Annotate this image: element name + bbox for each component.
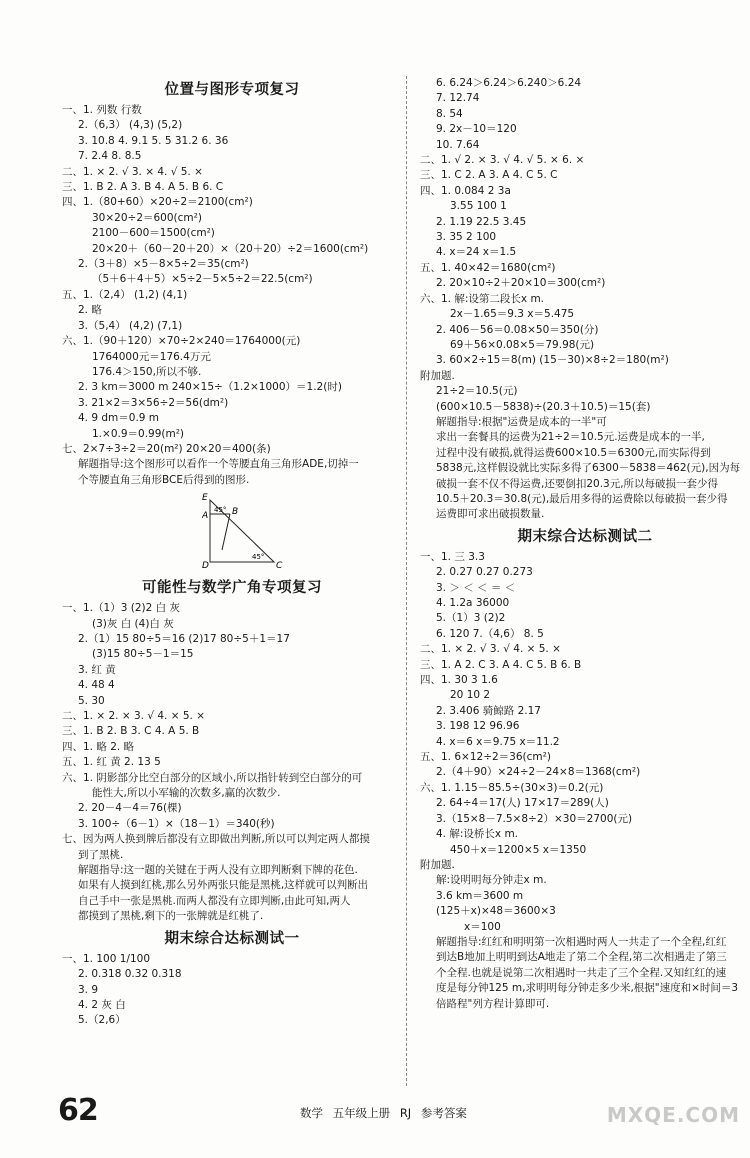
- section-heading: 位置与图形专项复习: [164, 82, 300, 98]
- answer-line: 二、1. × 2. √ 3. × 4. √ 5. ×: [62, 165, 203, 178]
- answer-line: 3. 100÷（6－1）×（18－1）＝340(秒): [78, 817, 275, 830]
- answer-line: 一、1.（1）3 (2)2 白 灰: [62, 602, 180, 615]
- answer-line: 2.（4＋90）×24÷2－24×8＝1368(cm²): [436, 766, 641, 779]
- answer-line: 10. 7.64: [436, 138, 480, 151]
- angle-label-bottom: 45°: [252, 553, 265, 562]
- answer-line: 4. x＝6 x＝9.75 x＝11.2: [436, 735, 560, 748]
- answer-line: 能性大,所以小军输的次数多,赢的次数少.: [92, 787, 281, 800]
- page-footer: [0, 1093, 750, 1133]
- answer-line: 2. 3.406 骑鲸路 2.17: [436, 704, 541, 717]
- answer-line: 3. 红 黄: [78, 663, 116, 676]
- answer-line: 2x－1.65＝9.3 x＝5.475: [450, 308, 575, 321]
- page-number: 62: [58, 1093, 98, 1128]
- answer-line: 七、因为两人换到牌后都没有立即做出判断,所以可以判定两人都摸: [62, 833, 370, 846]
- answer-line: 自己手中一张是黑桃.而两人都没有立即判断,由此可知,两人: [78, 894, 351, 907]
- answer-line: 6. 6.24＞6.24＞6.240＞6.24: [436, 77, 582, 89]
- answer-line: 三、1. C 2. A 3. A 4. C 5. C: [420, 169, 558, 182]
- label-c: C: [276, 561, 283, 571]
- answer-line: 2.（3＋8）×5－8×5÷2＝35(cm²): [78, 258, 249, 271]
- footer-grade: 五年级上册: [332, 1106, 391, 1120]
- answer-line: 2.（6,3） (4,3) (5,2): [78, 119, 183, 132]
- answer-line: 附加题.: [420, 858, 455, 871]
- answer-line: 10.5＋20.3＝30.8(元),最后用多得的运费除以每破损一套少得: [436, 492, 728, 505]
- answer-line: 4. x＝24 x＝1.5: [436, 246, 517, 259]
- answer-line: 1764000元＝176.4万元: [92, 350, 211, 363]
- label-e: E: [202, 493, 208, 504]
- answer-line: 8. 54: [436, 107, 463, 120]
- answer-line: 2. 20×10÷2＋20×10＝300(cm²): [436, 277, 606, 290]
- answer-line: 六、1. 1.15－85.5÷(30×3)＝0.2(元): [420, 781, 604, 794]
- answer-line: 解题指导:红红和明明第一次相遇时两人一共走了一个全程,红红: [436, 935, 727, 948]
- answer-line: 3. 60×2÷15＝8(m) (15－30)×8÷2＝180(m²): [436, 354, 669, 367]
- answer-line: 过程中没有破损,就得运费600×10.5＝6300元,而实际得到: [436, 446, 711, 459]
- answer-line: 五、1.（2,4） (1,2) (4,1): [62, 288, 188, 301]
- answer-line: 3. 35 2 100: [436, 231, 497, 244]
- left-column: [62, 76, 402, 1029]
- answer-line: 5.（1）3 (2)2: [436, 612, 506, 625]
- footer-edition: RJ: [399, 1106, 412, 1120]
- answer-line: 6. 120 7.（4,6） 8. 5: [436, 627, 544, 640]
- answer-line: 求出一套餐具的运费为21÷2＝10.5元.运费是成本的一半,: [436, 431, 705, 444]
- answer-line: (3)15 80÷5－1＝15: [92, 648, 194, 661]
- answer-line: 2. 3 km＝3000 m 240×15÷（1.2×1000）＝1.2(时): [78, 381, 342, 394]
- answer-line: 2. 406－56＝0.08×50＝350(分): [436, 323, 599, 336]
- answer-line: 2. 64÷4＝17(人) 17×17＝289(人): [436, 797, 609, 810]
- answer-line: 3. 198 12 96.96: [436, 720, 520, 733]
- answer-line: 2.（1）15 80÷5＝16 (2)17 80÷5＋1＝17: [78, 632, 290, 645]
- answer-line: 2. 20－4－4＝76(棵): [78, 802, 182, 815]
- answer-line: 四、1. 30 3 1.6: [420, 674, 498, 687]
- answer-line: 20×20＋（60－20＋20）×（20＋20）÷2＝1600(cm²): [92, 242, 369, 255]
- answer-line: 四、1.（80+60）×20÷2＝2100(cm²): [62, 196, 253, 209]
- answer-line: 四、1. 略 2. 略: [62, 740, 135, 753]
- triangle-figure: [202, 492, 292, 570]
- answer-line: 五、1. 40×42＝1680(cm²): [420, 261, 556, 274]
- label-a: A: [202, 511, 209, 522]
- answer-line: 到了黑桃.: [78, 848, 124, 861]
- answer-line: 3.6 km＝3600 m: [436, 889, 524, 902]
- answer-line: 都摸到了黑桃,剩下的一张牌就是红桃了.: [78, 910, 264, 923]
- answer-line: 7. 12.74: [436, 92, 480, 105]
- answer-line: 4. 48 4: [78, 679, 115, 692]
- answer-line: 2. 0.318 0.32 0.318: [78, 968, 182, 981]
- answer-line: 五、1. 6×12÷2＝36(cm²): [420, 751, 551, 764]
- section-heading: 期末综合达标测试二: [517, 528, 653, 545]
- answer-line: 176.4＞150,所以不够.: [92, 365, 202, 378]
- answer-line: 六、1. 阴影部分比空白部分的区域小,所以指针转到空白部分的可: [62, 771, 363, 784]
- answer-line: 倍路程"列方程计算即可.: [436, 997, 550, 1010]
- column-divider: [406, 76, 408, 1086]
- footer-label: 参考答案: [420, 1106, 467, 1120]
- watermark: MXQE.COM: [606, 1103, 740, 1127]
- answer-line: 解题指导:根据"运费是成本的一半"可: [436, 415, 607, 428]
- answer-line: 69＋56×0.08×5＝79.98(元): [450, 338, 595, 351]
- footer-title: [300, 1105, 467, 1121]
- answer-line: 5.（2,6）: [78, 1014, 126, 1027]
- answer-line: 个全程.也就是说第二次相遇时一共走了三个全程.又知红红的速: [436, 966, 727, 979]
- answer-line: 3.（5,4） (4,2) (7,1): [78, 319, 183, 332]
- answer-line: x＝100: [464, 920, 501, 933]
- answer-line: 3. 10.8 4. 9.1 5. 5 31.2 6. 36: [78, 134, 229, 147]
- answer-line: 7. 2.4 8. 8.5: [78, 150, 142, 163]
- right-column: [420, 76, 750, 1012]
- answer-line: 解题指导:这一题的关键在于两人没有立即判断剩下牌的花色.: [78, 864, 358, 877]
- answer-line: 3. 21×2＝3×56÷2＝56(dm²): [78, 396, 229, 409]
- answer-line: 个等腰直角三角形BCE后得到的图形.: [78, 473, 250, 486]
- answer-line: 一、1. 100 1/100: [62, 952, 150, 965]
- answer-line: 4. 1.2a 36000: [436, 597, 510, 609]
- answer-line: 二、1. × 2. × 3. √ 4. × 5. ×: [62, 710, 206, 722]
- label-b: B: [232, 507, 239, 518]
- answer-line: 三、1. B 2. A 3. B 4. A 5. B 6. C: [62, 181, 224, 194]
- answer-line: （5＋6＋4＋5）×5÷2－5×5÷2＝22.5(cm²): [92, 273, 313, 286]
- answer-line: 到达B地加上明明到达A地走了第二个全程,第二次相遇走了第三: [436, 951, 727, 964]
- answer-line: 一、1. 列数 行数: [62, 104, 142, 116]
- answer-line: 5838元,这样假设就比实际多得了6300－5838＝462(元),因为每: [436, 462, 741, 475]
- segment-bc: [222, 514, 230, 550]
- answer-line: 4. 解:设桥长x m.: [436, 828, 519, 841]
- answer-line: 2100－600＝1500(cm²): [92, 227, 215, 240]
- angle-label-top: 45°: [214, 506, 227, 515]
- answer-line: 解:设明明每分钟走x m.: [436, 874, 547, 887]
- answer-line: 3.（15×8－7.5×8÷2）×30＝2700(元): [436, 812, 633, 825]
- answer-line: 五、1. 红 黄 2. 13 5: [62, 756, 161, 769]
- answer-line: 三、1. B 2. B 3. C 4. A 5. B: [62, 725, 200, 738]
- answer-line: 附加题.: [420, 369, 455, 382]
- answer-line: 3. ＞ ＜ ＜ ＝ ＜: [436, 581, 516, 594]
- answer-line: 3.55 100 1: [450, 200, 507, 213]
- answer-line: 三、1. A 2. C 3. A 4. C 5. B 6. B: [420, 658, 582, 671]
- answer-line: 一、1. 三 3.3: [420, 550, 485, 563]
- answer-line: 四、1. 0.084 2 3a: [420, 184, 511, 197]
- answer-line: 2. 略: [78, 304, 102, 317]
- answer-line: 破损一套不仅不得运费,还要倒扣20.3元,所以每破损一套少得: [436, 477, 719, 490]
- answer-line: 二、1. × 2. √ 3. √ 4. × 5. ×: [420, 643, 561, 656]
- answer-line: 七、2×7÷3÷2＝20(m²) 20×20＝400(条): [62, 442, 271, 455]
- answer-line: 度是每分钟125 m,求明明每分钟走多少米,根据"速度和×时间＝3: [436, 982, 739, 995]
- answer-line: 9. 2x－10＝120: [436, 123, 517, 136]
- footer-subject: 数学: [300, 1106, 323, 1120]
- answer-line: 解题指导:这个图形可以看作一个等腰直角三角形ADE,切掉一: [78, 458, 359, 471]
- answer-line: 4. 9 dm＝0.9 m: [78, 412, 160, 425]
- triangle-diagram: [202, 492, 292, 570]
- answer-line: 运费即可求出破损数量.: [436, 508, 545, 521]
- answer-line: 1.×0.9＝0.99(m²): [92, 427, 185, 440]
- answer-line: (600×10.5－5838)÷(20.3＋10.5)＝15(套): [436, 400, 651, 413]
- answer-line: 六、1. 解:设第二段长x m.: [420, 292, 545, 305]
- answer-line: (125＋x)×48＝3600×3: [436, 905, 556, 918]
- answer-line: 六、1.（90＋120）×70÷2×240＝1764000(元): [62, 335, 301, 348]
- section-heading: 可能性与数学广角专项复习: [142, 580, 322, 597]
- answer-line: 21÷2＝10.5(元): [436, 385, 518, 398]
- section-heading: 期末综合达标测试一: [164, 930, 300, 947]
- answer-line: 20 10 2: [450, 689, 491, 702]
- answer-line: 5. 30: [78, 694, 105, 707]
- answer-line: (3)灰 白 (4)白 灰: [92, 617, 174, 630]
- answer-line: 2. 0.27 0.27 0.273: [436, 566, 533, 579]
- answer-line: 3. 9: [78, 983, 99, 996]
- answer-line: 如果有人摸到红桃,那么另外两张只能是黑桃,这样就可以判断出: [78, 879, 369, 892]
- answer-line: 30×20÷2＝600(cm²): [92, 211, 202, 224]
- answer-line: 4. 2 灰 白: [78, 998, 126, 1011]
- answer-line: 2. 1.19 22.5 3.45: [436, 215, 527, 228]
- answer-line: 450＋x＝1200×5 x＝1350: [450, 843, 587, 856]
- label-d: D: [202, 561, 209, 571]
- answer-line: 二、1. √ 2. × 3. √ 4. √ 5. × 6. ×: [420, 154, 585, 167]
